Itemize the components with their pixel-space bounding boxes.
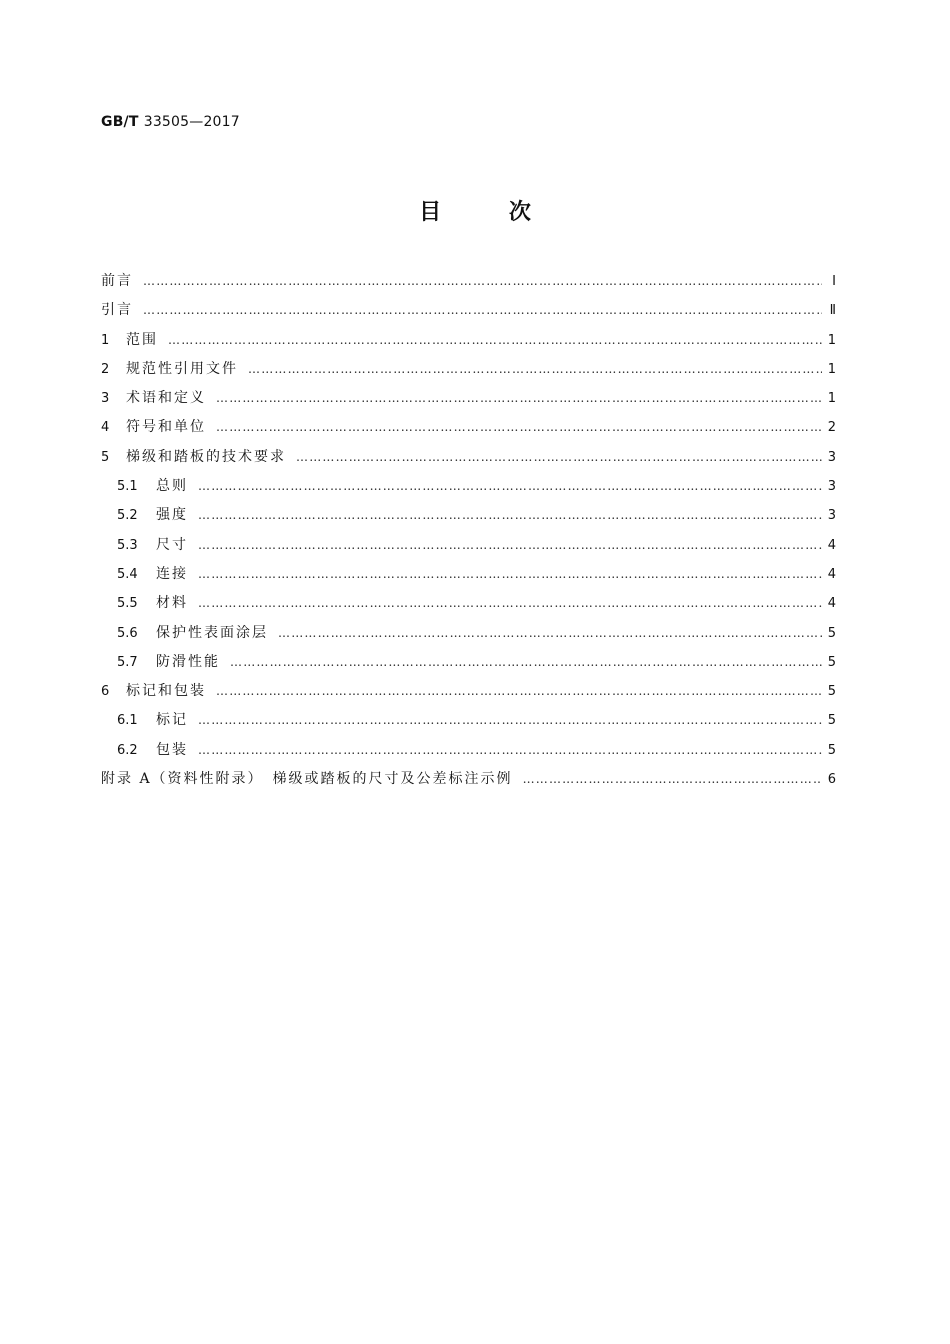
- toc-entry-number: 2: [101, 361, 110, 377]
- toc-leader-dots: [216, 391, 822, 405]
- toc-entry-number: 5.3: [117, 537, 138, 553]
- toc-entry-text: 防滑性能: [156, 653, 220, 670]
- toc-entry[interactable]: [101, 387, 836, 416]
- toc-entry[interactable]: [101, 680, 836, 709]
- toc-subentry[interactable]: [101, 563, 836, 592]
- toc-entry-text: 总则: [156, 478, 188, 495]
- toc-entry-page: 5: [827, 684, 836, 700]
- toc-subentry[interactable]: [101, 475, 836, 504]
- toc-subentry[interactable]: [101, 739, 836, 768]
- toc-entry-page: 3: [827, 479, 836, 495]
- toc-entry-number: 5.4: [117, 566, 138, 582]
- toc-leader-dots: [230, 655, 822, 669]
- toc-entry-text: 连接: [156, 565, 188, 582]
- toc-subentry[interactable]: [101, 534, 836, 563]
- toc-entry-page: 5: [827, 713, 836, 729]
- toc-entry-page: 4: [827, 596, 836, 612]
- toc-entry-page: 1: [827, 361, 836, 377]
- toc-leader-dots: [216, 420, 822, 434]
- toc-entry-number: 5.2: [117, 508, 138, 524]
- toc-leader-dots: [248, 362, 822, 376]
- toc-entry-number: 6: [101, 684, 110, 700]
- toc-entry-page: 2: [827, 420, 836, 436]
- toc-subentry[interactable]: [101, 709, 836, 738]
- toc-entry-page: 3: [827, 508, 836, 524]
- standard-prefix: GB/T: [101, 114, 139, 130]
- toc-entry-text: 保护性表面涂层: [156, 624, 268, 641]
- table-of-contents: [101, 270, 836, 797]
- toc-entry-number: 6.1: [117, 713, 138, 729]
- toc-entry-number: 3: [101, 391, 110, 407]
- toc-entry-text: 附录 A（资料性附录） 梯级或踏板的尺寸及公差标注示例: [101, 771, 513, 788]
- toc-entry-number: 4: [101, 420, 110, 436]
- toc-entry[interactable]: [101, 416, 836, 445]
- toc-leader-dots: [296, 450, 822, 464]
- toc-subentry[interactable]: [101, 504, 836, 533]
- toc-title: [0, 195, 950, 226]
- toc-entry-text: 包装: [156, 741, 188, 758]
- toc-entry-text: 规范性引用文件: [126, 360, 238, 377]
- standard-number: 33505—2017: [143, 114, 240, 130]
- toc-entry-page: 5: [827, 625, 836, 641]
- toc-leader-dots: [198, 596, 822, 610]
- toc-entry-text: 材料: [156, 595, 188, 612]
- toc-entry-number: 5.6: [117, 625, 138, 641]
- toc-subentry[interactable]: [101, 592, 836, 621]
- toc-entry-text: 范围: [126, 331, 158, 348]
- toc-entry-page: 5: [827, 742, 836, 758]
- toc-entry-number: 1: [101, 332, 110, 348]
- toc-entry-page: 4: [827, 566, 836, 582]
- toc-entry-number: 5.5: [117, 596, 138, 612]
- toc-entry-text: 强度: [156, 507, 188, 524]
- toc-leader-dots: [198, 479, 822, 493]
- toc-leader-dots: [278, 626, 822, 640]
- toc-leader-dots: [198, 743, 822, 757]
- toc-entry-text: 引言: [101, 302, 133, 319]
- toc-leader-dots: [198, 567, 822, 581]
- toc-title-char-2: 次: [508, 200, 531, 225]
- toc-entry-page: 1: [827, 332, 836, 348]
- toc-entry-text: 尺寸: [156, 536, 188, 553]
- toc-subentry[interactable]: [101, 651, 836, 680]
- standard-code: [101, 114, 240, 130]
- toc-leader-dots: [143, 274, 822, 288]
- toc-entry-number: 5.7: [117, 654, 138, 670]
- toc-leader-dots: [198, 713, 822, 727]
- toc-entry[interactable]: [101, 329, 836, 358]
- toc-entry[interactable]: [101, 299, 836, 328]
- toc-leader-dots: [168, 333, 822, 347]
- toc-entry-page: 4: [827, 537, 836, 553]
- toc-leader-dots: [216, 684, 822, 698]
- toc-entry-number: 6.2: [117, 742, 138, 758]
- toc-entry-number: 5.1: [117, 479, 138, 495]
- toc-subentry[interactable]: [101, 622, 836, 651]
- toc-entry-annex[interactable]: [101, 768, 836, 797]
- toc-leader-dots: [198, 538, 822, 552]
- toc-leader-dots: [198, 508, 822, 522]
- toc-entry-text: 术语和定义: [126, 390, 206, 407]
- toc-entry-page: 3: [827, 449, 836, 465]
- toc-entry-text: 前言: [101, 273, 133, 289]
- toc-entry-page: Ⅰ: [832, 274, 836, 289]
- toc-title-char-1: 目: [419, 200, 442, 225]
- toc-entry-text: 标记和包装: [126, 683, 206, 700]
- toc-entry[interactable]: [101, 446, 836, 475]
- toc-entry-text: 标记: [156, 712, 188, 729]
- toc-leader-dots: [143, 303, 822, 317]
- toc-entry[interactable]: [101, 270, 836, 299]
- toc-entry-page: 5: [827, 654, 836, 670]
- toc-entry-number: 5: [101, 449, 110, 465]
- toc-entry-page: 1: [827, 391, 836, 407]
- toc-entry-page: 6: [827, 772, 836, 788]
- toc-entry[interactable]: [101, 358, 836, 387]
- toc-entry-page: Ⅱ: [829, 303, 836, 319]
- toc-entry-text: 符号和单位: [126, 419, 206, 436]
- toc-leader-dots: [523, 772, 822, 786]
- toc-entry-text: 梯级和踏板的技术要求: [126, 448, 286, 465]
